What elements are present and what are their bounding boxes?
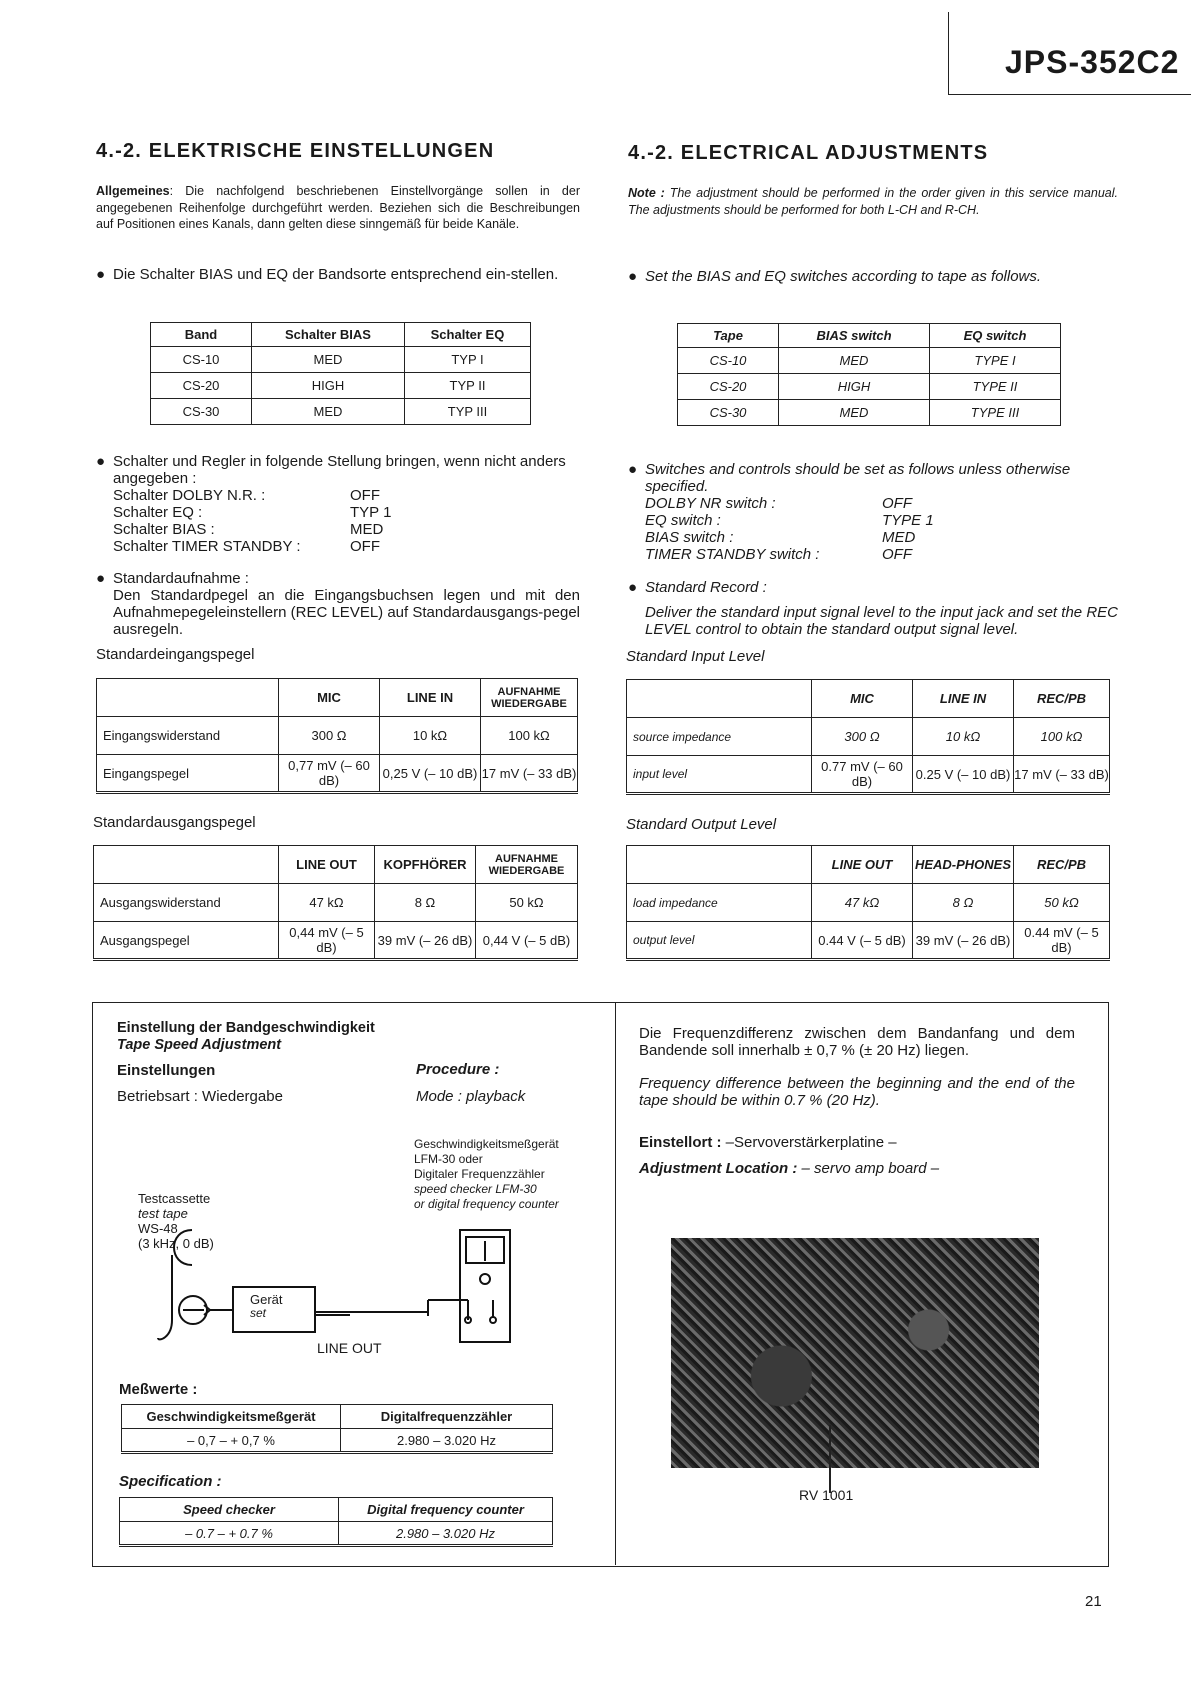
table-row — [678, 348, 1061, 374]
setting-value: OFF — [350, 538, 380, 555]
table-cell: 2.980 – 3.020 Hz — [339, 1522, 553, 1546]
right-input-table — [626, 679, 1110, 795]
table-cell: MED — [779, 348, 930, 374]
table-header: MIC — [812, 680, 913, 718]
setting-value: TYPE 1 — [882, 512, 934, 529]
table-header: Digitalfrequenzzähler — [341, 1405, 553, 1429]
model-header-box — [948, 12, 1191, 95]
cassette-label-line: Testcassette — [138, 1191, 211, 1206]
table-cell: MED — [252, 399, 405, 425]
table-row — [151, 373, 531, 399]
table-row — [627, 756, 1110, 794]
table-cell: CS-10 — [678, 348, 779, 374]
meter-label — [414, 1137, 559, 1212]
table-row — [678, 400, 1061, 426]
right-bullet-1-text: Set the BIAS and EQ switches according to tape as follows. — [645, 268, 1042, 285]
setting-label: DOLBY NR switch : — [645, 495, 776, 512]
table-row — [94, 884, 578, 922]
device-label-de: Gerät — [250, 1292, 283, 1307]
row-label: Eingangspegel — [97, 755, 279, 793]
band-table-header: Schalter BIAS — [252, 323, 405, 347]
table-cell: 0.77 mV (– 60 dB) — [812, 756, 913, 794]
row-label: input level — [627, 756, 812, 794]
setting-label: Schalter DOLBY N.R. : — [113, 487, 266, 504]
right-note-label: Note : — [628, 186, 665, 200]
box-title-de: Einstellung der Bandgeschwindigkeit — [117, 1020, 375, 1036]
table-cell: HIGH — [252, 373, 405, 399]
left-bullet-2-text: Schalter und Regler in folgende Stellung bringen, wenn nicht anders angegeben : — [113, 453, 566, 487]
row-label: output level — [627, 922, 812, 960]
table-cell: 0,44 V (– 5 dB) — [476, 922, 578, 960]
table-row — [120, 1522, 553, 1546]
table-header — [627, 846, 812, 884]
freq-de: Die Frequenzdifferenz zwischen dem Bandanfang und dem Bandende soll innerhalb ± 0,7 % (± 20 Hz) liegen. — [639, 1025, 1075, 1059]
table-cell: 0.44 V (– 5 dB) — [812, 922, 913, 960]
row-label: Ausgangspegel — [94, 922, 279, 960]
table-cell: 300 Ω — [812, 718, 913, 756]
table-cell: TYP III — [405, 399, 531, 425]
table-cell: CS-20 — [151, 373, 252, 399]
location-en — [639, 1160, 939, 1177]
table-cell: CS-30 — [678, 400, 779, 426]
right-output-title: Standard Output Level — [626, 816, 777, 833]
setting-value: OFF — [882, 495, 912, 512]
rv-label: RV 1001 — [799, 1487, 854, 1503]
table-cell: 100 kΩ — [481, 717, 578, 755]
left-intro-label: Allgemeines — [96, 184, 170, 198]
left-output-title: Standardausgangspegel — [93, 814, 256, 831]
row-label: Eingangswiderstand — [97, 717, 279, 755]
band-table — [150, 322, 531, 425]
table-cell: 0,77 mV (– 60 dB) — [279, 755, 380, 793]
table-cell: 2.980 – 3.020 Hz — [341, 1429, 553, 1453]
table-header: LINE IN — [913, 680, 1014, 718]
table-row — [627, 922, 1110, 960]
box-settings-de: Einstellungen — [117, 1062, 216, 1079]
band-table-header: Band — [151, 323, 252, 347]
table-cell: TYPE I — [930, 348, 1061, 374]
circuit-board-photo — [671, 1238, 1039, 1468]
table-cell: 50 kΩ — [476, 884, 578, 922]
table-cell: – 0.7 – + 0.7 % — [120, 1522, 339, 1546]
table-cell: – 0,7 – + 0,7 % — [122, 1429, 341, 1453]
left-bullet-3-text: Den Standardpegel an die Eingangsbuchsen legen und mit den Aufnahmepegeleinstellern (REC LEVEL) auf Standardausgangs-pegel ausregeln. — [113, 587, 580, 638]
table-cell: TYPE II — [930, 374, 1061, 400]
location-en-label: Adjustment Location : — [639, 1160, 798, 1177]
left-intro-text: : Die nachfolgend beschriebenen Einstellvorgänge sollen in der angegebenen Reihenfolge durchgeführt werden. Beziehen sich die Beschreibungen auf Positionen eines Kanals, dann gelten diese sinngemäß für beide Kanäle. — [96, 184, 580, 231]
location-en-value: – servo amp board – — [797, 1160, 940, 1177]
table-header: REC/PB — [1014, 680, 1110, 718]
table-row — [678, 374, 1061, 400]
table-row — [151, 399, 531, 425]
table-cell: TYPE III — [930, 400, 1061, 426]
setting-label: Schalter TIMER STANDBY : — [113, 538, 301, 555]
table-cell: 47 kΩ — [812, 884, 913, 922]
table-cell: 8 Ω — [375, 884, 476, 922]
tape-table-header: EQ switch — [930, 324, 1061, 348]
table-cell: 0.25 V (– 10 dB) — [913, 756, 1014, 794]
left-bullet-1 — [96, 266, 580, 283]
page-number: 21 — [1085, 1593, 1102, 1610]
box-mode-de: Betriebsart : Wiedergabe — [117, 1088, 283, 1105]
table-cell: 0,25 V (– 10 dB) — [380, 755, 481, 793]
table-cell: 100 kΩ — [1014, 718, 1110, 756]
right-note-text: The adjustment should be performed in the order given in this service manual. The adjustments should be performed for both L-CH and R-CH. — [628, 186, 1118, 217]
table-header: LINE IN — [380, 679, 481, 717]
model-number: JPS-352C2 — [1005, 44, 1180, 80]
table-header — [97, 679, 279, 717]
setting-label: Schalter BIAS : — [113, 521, 215, 538]
tape-table — [677, 323, 1061, 426]
table-cell: 50 kΩ — [1014, 884, 1110, 922]
table-header: KOPFHÖRER — [375, 846, 476, 884]
meter-label-line: LFM-30 oder — [414, 1152, 483, 1166]
bullet-dot: ● — [628, 268, 638, 285]
table-row — [97, 755, 578, 793]
setting-value: TYP 1 — [350, 504, 392, 521]
right-bullet-3-title: Standard Record : — [645, 579, 767, 596]
table-header: AUFNAHME WIEDERGABE — [476, 846, 578, 884]
table-cell: 39 mV (– 26 dB) — [375, 922, 476, 960]
setting-value: MED — [882, 529, 916, 546]
box-title-en: Tape Speed Adjustment — [117, 1037, 282, 1053]
meter-label-line: Digitaler Frequenzzähler — [414, 1167, 545, 1181]
setting-value: OFF — [350, 487, 380, 504]
table-header: LINE OUT — [812, 846, 913, 884]
location-de-value: –Servoverstärkerplatine – — [721, 1134, 897, 1151]
left-bullet-3-title: Standardaufnahme : — [113, 570, 249, 587]
bullet-dot: ● — [96, 453, 106, 470]
table-header: AUFNAHME WIEDERGABE — [481, 679, 578, 717]
spec-table — [119, 1497, 553, 1547]
right-input-title: Standard Input Level — [626, 648, 765, 665]
table-cell: MED — [252, 347, 405, 373]
left-bullet-1-text: Die Schalter BIAS und EQ der Bandsorte entsprechend ein-stellen. — [113, 266, 559, 283]
table-cell: 8 Ω — [913, 884, 1014, 922]
table-cell: 17 mV (– 33 dB) — [481, 755, 578, 793]
location-de-label: Einstellort : — [639, 1134, 722, 1151]
left-intro — [96, 183, 580, 233]
device-label-en: set — [250, 1306, 267, 1320]
left-bullet-3 — [96, 570, 580, 638]
table-header: Digital frequency counter — [339, 1498, 553, 1522]
tape-table-header: Tape — [678, 324, 779, 348]
cassette-label-line: WS-48 — [138, 1221, 178, 1236]
setting-label: TIMER STANDBY switch : — [645, 546, 820, 563]
right-bullet-3-text: Deliver the standard input signal level to the input jack and set the REC LEVEL control to obtain the standard output signal level. — [645, 604, 1118, 638]
bullet-dot: ● — [628, 579, 638, 596]
spec-en: Specification : — [119, 1473, 222, 1490]
table-cell: CS-10 — [151, 347, 252, 373]
cassette-label-line: test tape — [138, 1206, 188, 1221]
measured-table — [121, 1404, 553, 1454]
row-label: Ausgangswiderstand — [94, 884, 279, 922]
left-settings — [113, 487, 580, 555]
table-cell: TYP I — [405, 347, 531, 373]
table-cell: 17 mV (– 33 dB) — [1014, 756, 1110, 794]
table-cell: MED — [779, 400, 930, 426]
bullet-dot: ● — [96, 570, 106, 587]
setting-value: OFF — [882, 546, 912, 563]
bullet-dot: ● — [628, 461, 638, 478]
cassette-label-line: (3 kHz, 0 dB) — [138, 1236, 214, 1251]
meter-label-line: speed checker LFM-30 — [414, 1182, 537, 1196]
box-divider — [615, 1002, 616, 1565]
setting-label: EQ switch : — [645, 512, 721, 529]
right-output-table — [626, 845, 1110, 961]
setting-label: Schalter EQ : — [113, 504, 203, 521]
table-cell: 0,44 mV (– 5 dB) — [279, 922, 375, 960]
rv-pointer-line — [829, 1425, 831, 1493]
tape-table-header: BIAS switch — [779, 324, 930, 348]
cassette-curve-top — [174, 1230, 192, 1265]
table-cell: 0.44 mV (– 5 dB) — [1014, 922, 1110, 960]
right-bullet-3 — [628, 579, 1118, 638]
table-cell: HIGH — [779, 374, 930, 400]
table-cell: 47 kΩ — [279, 884, 375, 922]
table-cell: CS-30 — [151, 399, 252, 425]
box-procedure-en: Procedure : — [416, 1061, 500, 1078]
table-header: Geschwindigkeitsmeßgerät — [122, 1405, 341, 1429]
meter-label-line: Geschwindigkeitsmeßgerät — [414, 1137, 559, 1151]
location-de — [639, 1134, 897, 1151]
right-bullet-2-text: Switches and controls should be set as follows unless otherwise specified. — [645, 461, 1071, 495]
table-header — [627, 680, 812, 718]
freq-en: Frequency difference between the beginning and the end of the tape should be within 0.7 % (20 Hz). — [639, 1075, 1075, 1109]
left-input-table — [96, 678, 578, 794]
table-header — [94, 846, 279, 884]
meter-label-line: or digital frequency counter — [414, 1197, 559, 1211]
left-input-title: Standardeingangspegel — [96, 646, 255, 663]
left-section-title: 4.-2. ELEKTRISCHE EINSTELLUNGEN — [96, 140, 495, 162]
table-cell: 39 mV (– 26 dB) — [913, 922, 1014, 960]
table-cell: 10 kΩ — [380, 717, 481, 755]
table-cell: TYP II — [405, 373, 531, 399]
table-cell: 10 kΩ — [913, 718, 1014, 756]
left-output-table — [93, 845, 578, 961]
table-row — [627, 718, 1110, 756]
table-header: MIC — [279, 679, 380, 717]
right-section-title: 4.-2. ELECTRICAL ADJUSTMENTS — [628, 142, 989, 164]
table-row — [122, 1429, 553, 1453]
table-row — [151, 347, 531, 373]
right-settings — [645, 495, 1118, 563]
table-header: REC/PB — [1014, 846, 1110, 884]
left-bullet-2 — [96, 453, 580, 555]
table-cell: 300 Ω — [279, 717, 380, 755]
line-out-label: LINE OUT — [317, 1340, 382, 1356]
table-row — [627, 884, 1110, 922]
box-mode-en: Mode : playback — [416, 1088, 526, 1105]
table-header: LINE OUT — [279, 846, 375, 884]
row-label: load impedance — [627, 884, 812, 922]
band-table-header: Schalter EQ — [405, 323, 531, 347]
bullet-dot: ● — [96, 266, 106, 283]
table-header: HEAD-PHONES — [913, 846, 1014, 884]
table-header: Speed checker — [120, 1498, 339, 1522]
table-cell: CS-20 — [678, 374, 779, 400]
table-row — [97, 717, 578, 755]
row-label: source impedance — [627, 718, 812, 756]
right-note — [628, 185, 1118, 218]
measured-de: Meßwerte : — [119, 1381, 198, 1398]
right-bullet-1 — [628, 268, 1118, 285]
setting-label: BIAS switch : — [645, 529, 734, 546]
table-row — [94, 922, 578, 960]
setting-value: MED — [350, 521, 384, 538]
right-bullet-2 — [628, 461, 1118, 563]
connection-diagram — [150, 1220, 530, 1350]
